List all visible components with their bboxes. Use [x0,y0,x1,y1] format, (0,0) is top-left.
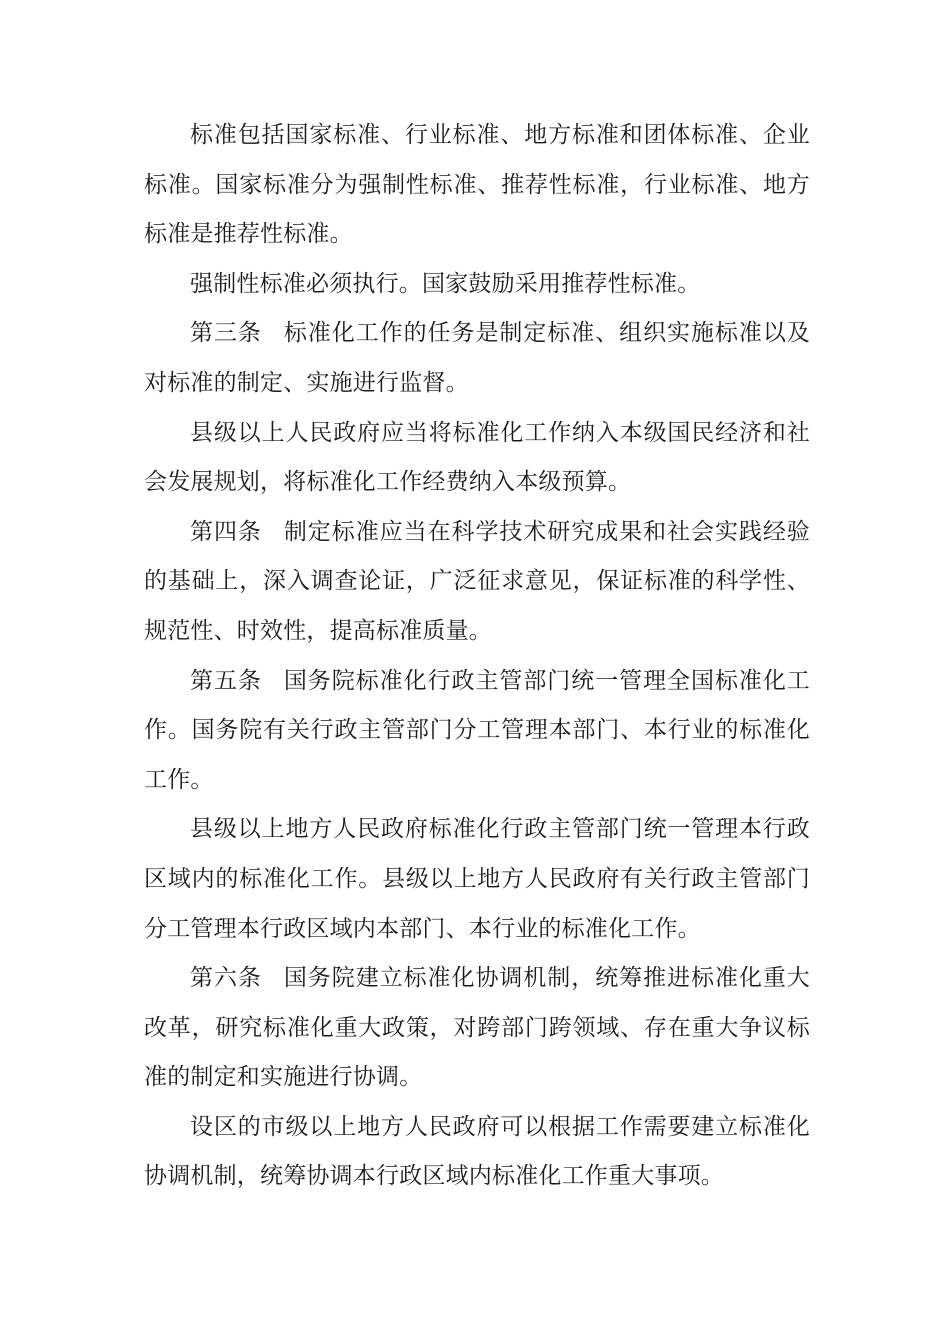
paragraph-text: 强制性标准必须执行。国家鼓励采用推荐性标准。 [190,270,701,297]
paragraph [144,508,810,657]
paragraph-text: 设区的市级以上地方人民政府可以根据工作需要建立标准化协调机制，统筹协调本行政区域内标准化工作重大事项。 [144,1113,810,1190]
article-number: 第四条 [190,518,262,545]
paragraph [144,111,810,260]
paragraph [144,657,810,806]
paragraph [144,805,810,954]
paragraph [144,260,810,310]
paragraph-text: 国务院标准化行政主管部门统一管理全国标准化工作。国务院有关行政主管部门分工管理本部门、本行业的标准化工作。 [144,667,810,793]
article-number: 第六条 [190,965,262,992]
document-body [144,111,810,1202]
article-number: 第三条 [190,320,262,347]
paragraph [144,409,810,508]
paragraph-text: 制定标准应当在科学技术研究成果和社会实践经验的基础上，深入调查论证，广泛征求意见，保证标准的科学性、规范性、时效性，提高标准质量。 [144,518,810,644]
article-number: 第五条 [190,667,262,694]
paragraph-text: 国务院建立标准化协调机制，统筹推进标准化重大改革，研究标准化重大政策，对跨部门跨领域、存在重大争议标准的制定和实施进行协调。 [144,965,810,1091]
paragraph-text: 县级以上人民政府应当将标准化工作纳入本级国民经济和社会发展规划，将标准化工作经费纳入本级预算。 [144,419,810,496]
paragraph [144,1103,810,1202]
paragraph-text: 县级以上地方人民政府标准化行政主管部门统一管理本行政区域内的标准化工作。县级以上地方人民政府有关行政主管部门分工管理本行政区域内本部门、本行业的标准化工作。 [144,816,810,942]
paragraph-text: 标准化工作的任务是制定标准、组织实施标准以及对标准的制定、实施进行监督。 [144,320,810,396]
paragraph [144,309,810,408]
paragraph [144,954,810,1103]
paragraph-text: 标准包括国家标准、行业标准、地方标准和团体标准、企业标准。国家标准分为强制性标准、推荐性标准，行业标准、地方标准是推荐性标准。 [144,122,810,248]
